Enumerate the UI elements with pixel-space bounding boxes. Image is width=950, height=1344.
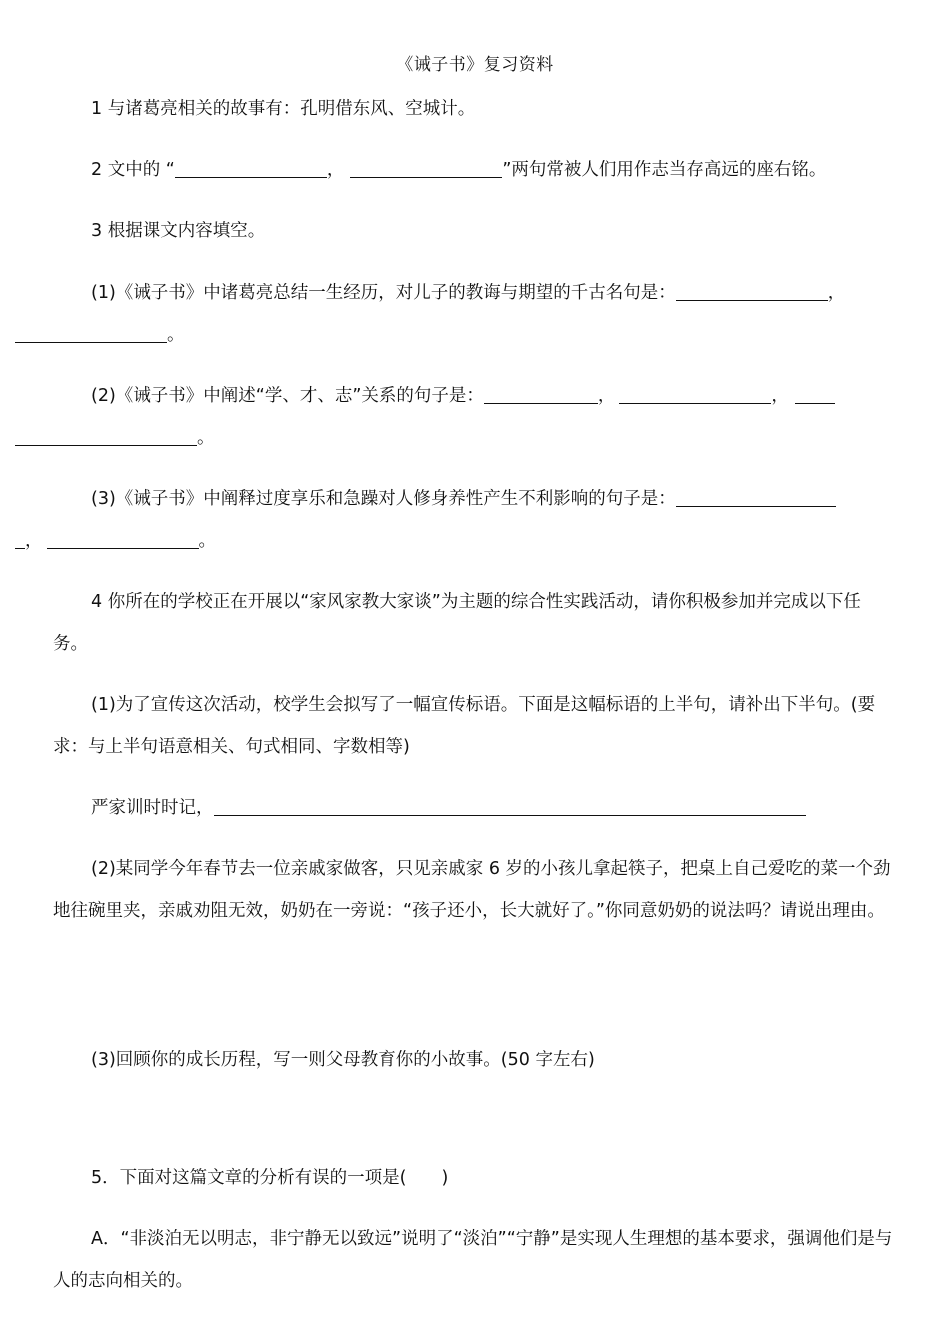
answer-blank[interactable] [676, 282, 828, 301]
question-3-3 [25, 478, 895, 562]
question-4-1: (1)为了宣传这次活动，校学生会拟写了一幅宣传标语。下面是这幅标语的上半句，请补出下半句。(要求：与上半句语意相关、句式相同、字数相等) [53, 695, 876, 757]
question-4-2: (2)某同学今年春节去一位亲戚家做客，只见亲戚家 6 岁的小孩儿拿起筷子，把桌上自己爱吃的菜一个劲地往碗里夹，亲戚劝阻无效，奶奶在一旁说：“孩子还小，长大就好了。”你同意奶奶的说法吗？请说出理由。 [53, 859, 891, 921]
question-2-text-b: ， [326, 160, 345, 180]
comma: ， [25, 531, 43, 551]
question-3-1-text: (1)《诫子书》中诸葛亮总结一生经历，对儿子的教诲与期望的千古名句是： [91, 283, 676, 303]
slogan-first-half: 严家训时时记， [91, 798, 214, 818]
question-3-3-text: (3)《诫子书》中阐释过度享乐和急躁对人修身养性产生不利影响的句子是： [91, 489, 676, 509]
question-4-3: (3)回顾你的成长历程，写一则父母教育你的小故事。(50 字左右) [91, 1050, 595, 1070]
question-2-text-a: 2 文中的 “ [91, 160, 175, 180]
period: 。 [197, 428, 215, 448]
question-3-1 [53, 272, 895, 356]
question-4: 4 你所在的学校正在开展以“家风家教大家谈”为主题的综合性实践活动，请你积极参加并完成以下任务。 [53, 592, 861, 654]
question-5: 5．下面对这篇文章的分析有误的一项是( ) [91, 1168, 449, 1188]
question-2 [53, 149, 895, 191]
period: 。 [167, 325, 185, 345]
answer-blank[interactable] [175, 159, 327, 178]
answer-blank[interactable] [795, 385, 835, 404]
answer-blank[interactable] [15, 427, 197, 446]
answer-blank[interactable] [484, 385, 598, 404]
question-5-option-a: A．“非淡泊无以明志，非宁静无以致远”说明了“淡泊”“宁静”是实现人生理想的基本要求，强调他们是与人的志向相关的。 [53, 1229, 893, 1291]
answer-blank[interactable] [47, 530, 199, 549]
answer-blank[interactable] [15, 530, 25, 549]
answer-blank[interactable] [350, 159, 502, 178]
answer-blank[interactable] [619, 385, 771, 404]
answer-blank[interactable] [676, 488, 836, 507]
question-3: 3 根据课文内容填空。 [91, 221, 266, 241]
question-1: 1 与诸葛亮相关的故事有：孔明借东风、空城计。 [91, 99, 476, 119]
comma: ， [597, 386, 616, 406]
answer-blank[interactable] [214, 797, 806, 816]
page-title: 《诫子书》复习资料 [396, 55, 554, 75]
question-2-text-c: ”两句常被人们用作志当存高远的座右铭。 [502, 160, 827, 180]
period: 。 [198, 531, 216, 551]
answer-blank[interactable] [15, 324, 167, 343]
comma: ， [771, 386, 789, 406]
question-3-2 [53, 375, 895, 459]
comma: ， [827, 283, 846, 303]
question-4-1-slogan [53, 787, 895, 829]
question-3-2-text: (2)《诫子书》中阐述“学、才、志”关系的句子是： [91, 386, 484, 406]
